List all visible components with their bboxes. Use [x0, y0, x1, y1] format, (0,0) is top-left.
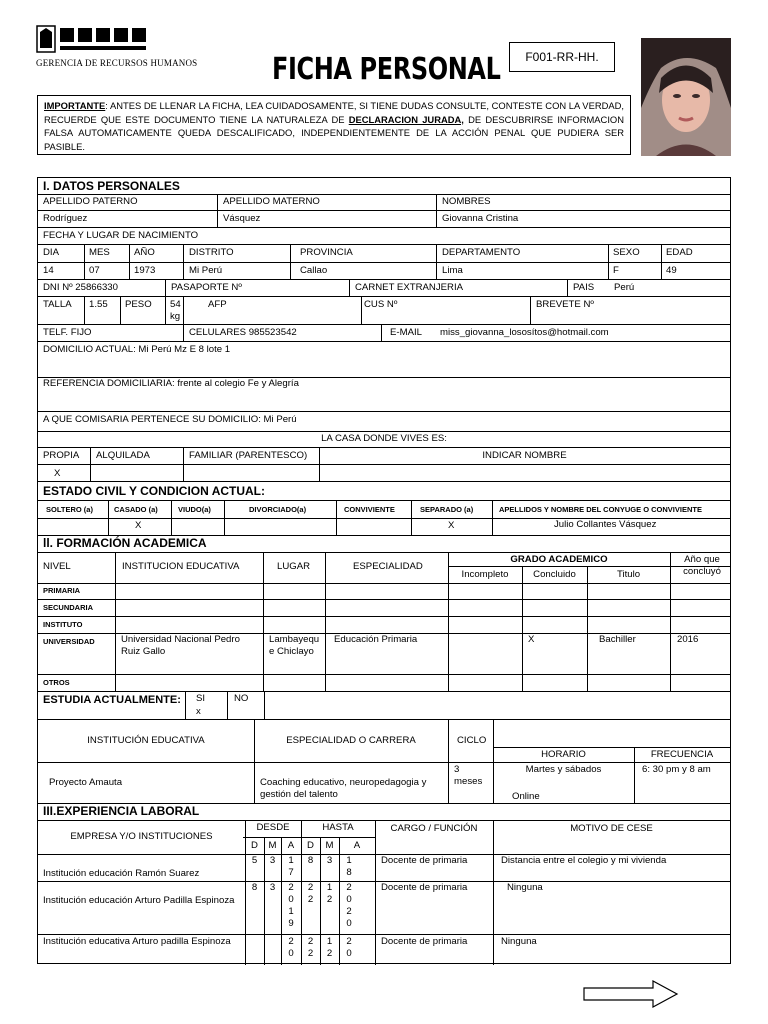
value-talla: 1.55: [89, 299, 108, 310]
value-pais: Perú: [614, 282, 635, 293]
label-empresa: EMPRESA Y/O INSTITUCIONES: [70, 831, 213, 842]
value-estudio-institucion: Proyecto Amauta: [49, 777, 123, 788]
exp-row1-d2: 8: [307, 855, 314, 866]
label-secundaria: SECUNDARIA: [43, 603, 94, 612]
label-hasta-m: M: [325, 840, 334, 851]
value-uni-titulo: Bachiller: [599, 634, 636, 645]
notice-emphasis: DECLARACION JURADA,: [348, 113, 464, 125]
value-casado-mark: X: [135, 520, 142, 531]
value-peso: 54 kg: [170, 299, 181, 322]
value-apellido-paterno: Rodríguez: [43, 213, 88, 224]
next-page-arrow-icon: [583, 980, 679, 1008]
value-provincia: Callao: [300, 265, 328, 276]
value-celulares: CELULARES 985523542: [189, 327, 297, 338]
label-estudia: ESTUDIA ACTUALMENTE:: [43, 694, 181, 706]
value-uni-especialidad: Educación Primaria: [334, 634, 418, 645]
exp-row2-a2: 2 0 2 0: [346, 882, 352, 929]
label-desde: DESDE: [256, 822, 290, 833]
value-anio: 1973: [134, 265, 156, 276]
exp-row1-m2: 3: [326, 855, 333, 866]
label-departamento: DEPARTAMENTO: [442, 247, 521, 258]
value-uni-institucion: Universidad Nacional Pedro Ruiz Gallo: [121, 634, 240, 657]
value-horario-online: Online: [512, 791, 540, 802]
label-hasta-d: D: [307, 840, 314, 851]
exp-row2-m2: 1 2: [326, 882, 333, 905]
exp-row1-m1: 3: [269, 855, 276, 866]
label-anio-concluyo: Año que concluyó: [683, 554, 721, 577]
institution-logo: [36, 24, 151, 56]
label-titulo: Titulo: [616, 569, 641, 580]
label-desde-a: A: [287, 840, 295, 851]
label-apellido-materno: APELLIDO MATERNO: [223, 196, 320, 207]
value-edad: 49: [666, 265, 677, 276]
label-instituto: INSTITUTO: [43, 620, 83, 629]
label-divorciado: DIVORCIADO(a): [249, 505, 307, 514]
label-peso: PESO: [125, 299, 152, 310]
label-talla: TALLA: [43, 299, 72, 310]
value-uni-anio: 2016: [677, 634, 699, 645]
label-separado: SEPARADO (a): [420, 505, 474, 514]
exp-row1-cargo: Docente de primaria: [381, 855, 468, 866]
exp-row3-m2: 1 2: [326, 936, 333, 959]
label-institucion: INSTITUCION EDUCATIVA: [122, 561, 240, 572]
label-horario: HORARIO: [541, 749, 586, 760]
label-universidad: UNIVERSIDAD: [43, 637, 95, 646]
label-pasaporte: PASAPORTE Nº: [171, 282, 242, 293]
label-email: E-MAIL: [390, 327, 422, 338]
exp-row3-empresa: Institución educativa Arturo padilla Espinoza: [43, 936, 231, 947]
label-sexo: SEXO: [613, 247, 640, 258]
exp-row1-motivo: Distancia entre el colegio y mi vivienda: [501, 855, 667, 866]
value-departamento: Lima: [442, 265, 463, 276]
section-datos-personales: I. DATOS PERSONALES: [43, 179, 180, 193]
label-primaria: PRIMARIA: [43, 586, 81, 595]
exp-row3-cargo: Docente de primaria: [381, 936, 468, 947]
value-conyuge: Julio Collantes Vásquez: [554, 519, 657, 530]
value-referencia: REFERENCIA DOMICILIARIA: frente al colegio Fe y Alegría: [43, 378, 299, 389]
value-si-mark: x: [196, 706, 201, 717]
label-afp: AFP: [208, 299, 227, 310]
exp-row3-d2: 2 2: [307, 936, 314, 959]
value-nombres: Giovanna Cristina: [442, 213, 519, 224]
label-motivo: MOTIVO DE CESE: [570, 823, 653, 834]
form-code: F001-RR-HH.: [509, 42, 615, 72]
value-ciclo: 3 meses: [454, 764, 483, 787]
label-desde-d: D: [251, 840, 258, 851]
value-propia-mark: X: [54, 468, 61, 479]
label-si: SI: [196, 693, 206, 704]
exp-row2-a1: 2 0 1 9: [288, 882, 294, 929]
label-concluido: Concluido: [533, 569, 576, 580]
department-name: GERENCIA DE RECURSOS HUMANOS: [36, 58, 198, 68]
exp-row3-motivo: Ninguna: [501, 936, 537, 947]
label-casa: LA CASA DONDE VIVES ES:: [321, 433, 447, 444]
exp-row2-cargo: Docente de primaria: [381, 882, 468, 893]
value-dia: 14: [43, 265, 54, 276]
exp-row1-empresa: Institución educación Ramón Suarez: [43, 868, 200, 879]
section-formacion: ll. FORMACIÓN ACADEMICA: [43, 536, 207, 550]
label-edad: EDAD: [666, 247, 693, 258]
exp-row1-a2: 1 8: [346, 855, 352, 878]
label-fecha-lugar: FECHA Y LUGAR DE NACIMIENTO: [43, 230, 199, 241]
label-soltero: SOLTERO (a): [46, 505, 93, 514]
value-uni-lugar: Lambayeque Chiclayo: [269, 634, 320, 657]
label-grado: GRADO ACADEMICO: [510, 554, 608, 565]
label-carnet: CARNET EXTRANJERIA: [355, 282, 464, 293]
value-horario: Martes y sábados: [525, 764, 602, 775]
value-comisaria: A QUE COMISARIA PERTENECE SU DOMICILIO: Mi Perú: [43, 414, 297, 425]
label-desde-m: M: [268, 840, 277, 851]
label-cargo: CARGO / FUNCIÓN: [390, 823, 478, 834]
exp-row2-d2: 2 2: [307, 882, 314, 905]
value-distrito: Mi Perú: [189, 265, 223, 276]
value-uni-concluido: X: [528, 634, 535, 645]
label-incompleto: Incompleto: [461, 569, 509, 580]
label-apellido-paterno: APELLIDO PATERNO: [43, 196, 138, 207]
value-domicilio: DOMICILIO ACTUAL: Mi Perú Mz E 8 lote 1: [43, 344, 231, 355]
label-mes: MES: [89, 247, 110, 258]
label-cus: CUS Nº: [364, 299, 398, 310]
exp-row2-m1: 3: [269, 882, 276, 893]
label-casado: CASADO (a): [114, 505, 158, 514]
exp-row2-motivo: Ninguna: [507, 882, 543, 893]
label-nombres: NOMBRES: [442, 196, 491, 207]
label-lugar: LUGAR: [277, 561, 311, 572]
label-hasta: HASTA: [322, 822, 354, 833]
label-familiar: FAMILIAR (PARENTESCO): [189, 450, 308, 461]
notice-lead: IMPORTANTE: [44, 100, 106, 111]
label-brevete: BREVETE Nº: [536, 299, 594, 310]
label-especialidad: ESPECIALIDAD: [353, 561, 423, 572]
value-frecuencia: 6: 30 pm y 8 am: [642, 764, 711, 775]
value-mes: 07: [89, 265, 100, 276]
exp-row3-a1: 2 0: [288, 936, 294, 959]
exp-row3-a2: 2 0: [346, 936, 352, 959]
exp-row2-empresa: Institución educación Arturo Padilla Espinoza: [43, 895, 235, 906]
label-provincia: PROVINCIA: [300, 247, 353, 258]
label-frecuencia: FRECUENCIA: [650, 749, 714, 760]
applicant-photo: [641, 38, 731, 156]
exp-row1-a1: 1 7: [288, 855, 294, 878]
label-ciclo: CICLO: [457, 735, 487, 746]
value-apellido-materno: Vásquez: [223, 213, 261, 224]
value-sexo: F: [613, 265, 619, 276]
label-nivel: NIVEL: [43, 561, 71, 572]
label-viudo: VIUDO(a): [178, 505, 211, 514]
label-anio: AÑO: [134, 247, 155, 258]
exp-row1-d1: 5: [251, 855, 258, 866]
label-propia: PROPIA: [43, 450, 80, 461]
notice-text: : ANTES DE LLENAR LA FICHA, LEA CUIDADOSAMENTE, SI TIENE DUDAS CONSULTE, CONTESTE CON LA VERDAD, RECUERDE QUE ESTE DOCUMENTO TIENE LA NATURALEZA DE: [44, 100, 624, 125]
label-estudio-especialidad: ESPECIALIDAD O CARRERA: [286, 735, 416, 746]
label-alquilada: ALQUILADA: [96, 450, 150, 461]
value-separado-mark: X: [448, 520, 455, 531]
label-distrito: DISTRITO: [189, 247, 234, 258]
page-title: FICHA PERSONAL: [272, 52, 501, 87]
notice-text-end: DE DESCUBRIRSE INFORMACION FALSA AUTOMATICAMENTE QUEDA DESCALIFICADO, INDEPENDIENTEMENTE DE LA ACCIÓN PENAL QUE PUDIERA SER PASIBLE.: [44, 113, 624, 152]
label-estudio-institucion: INSTITUCIÓN EDUCATIVA: [87, 735, 205, 746]
value-dni: DNI Nº 25866330: [43, 282, 118, 293]
exp-row2-d1: 8: [251, 882, 258, 893]
label-telf-fijo: TELF. FIJO: [43, 327, 92, 338]
label-hasta-a: A: [353, 840, 361, 851]
label-pais: PAIS: [573, 282, 595, 293]
section-estado-civil: ESTADO CIVIL Y CONDICION ACTUAL:: [43, 484, 266, 498]
label-dia: DIA: [43, 247, 59, 258]
label-otros: OTROS: [43, 678, 70, 687]
section-experiencia: III.EXPERIENCIA LABORAL: [43, 804, 200, 818]
label-conyuge: APELLIDOS Y NOMBRE DEL CONYUGE O CONVIVIENTE: [499, 505, 702, 514]
value-estudio-especialidad: Coaching educativo, neuropedagogia y gestión del talento: [260, 777, 427, 800]
personal-form: [37, 177, 731, 964]
label-no: NO: [234, 693, 249, 704]
label-indicar-nombre: INDICAR NOMBRE: [482, 450, 567, 461]
notice-box: [37, 95, 631, 155]
label-conviviente: CONVIVIENTE: [344, 505, 395, 514]
value-email: miss_giovanna_lososítos@hotmail.com: [440, 327, 609, 338]
